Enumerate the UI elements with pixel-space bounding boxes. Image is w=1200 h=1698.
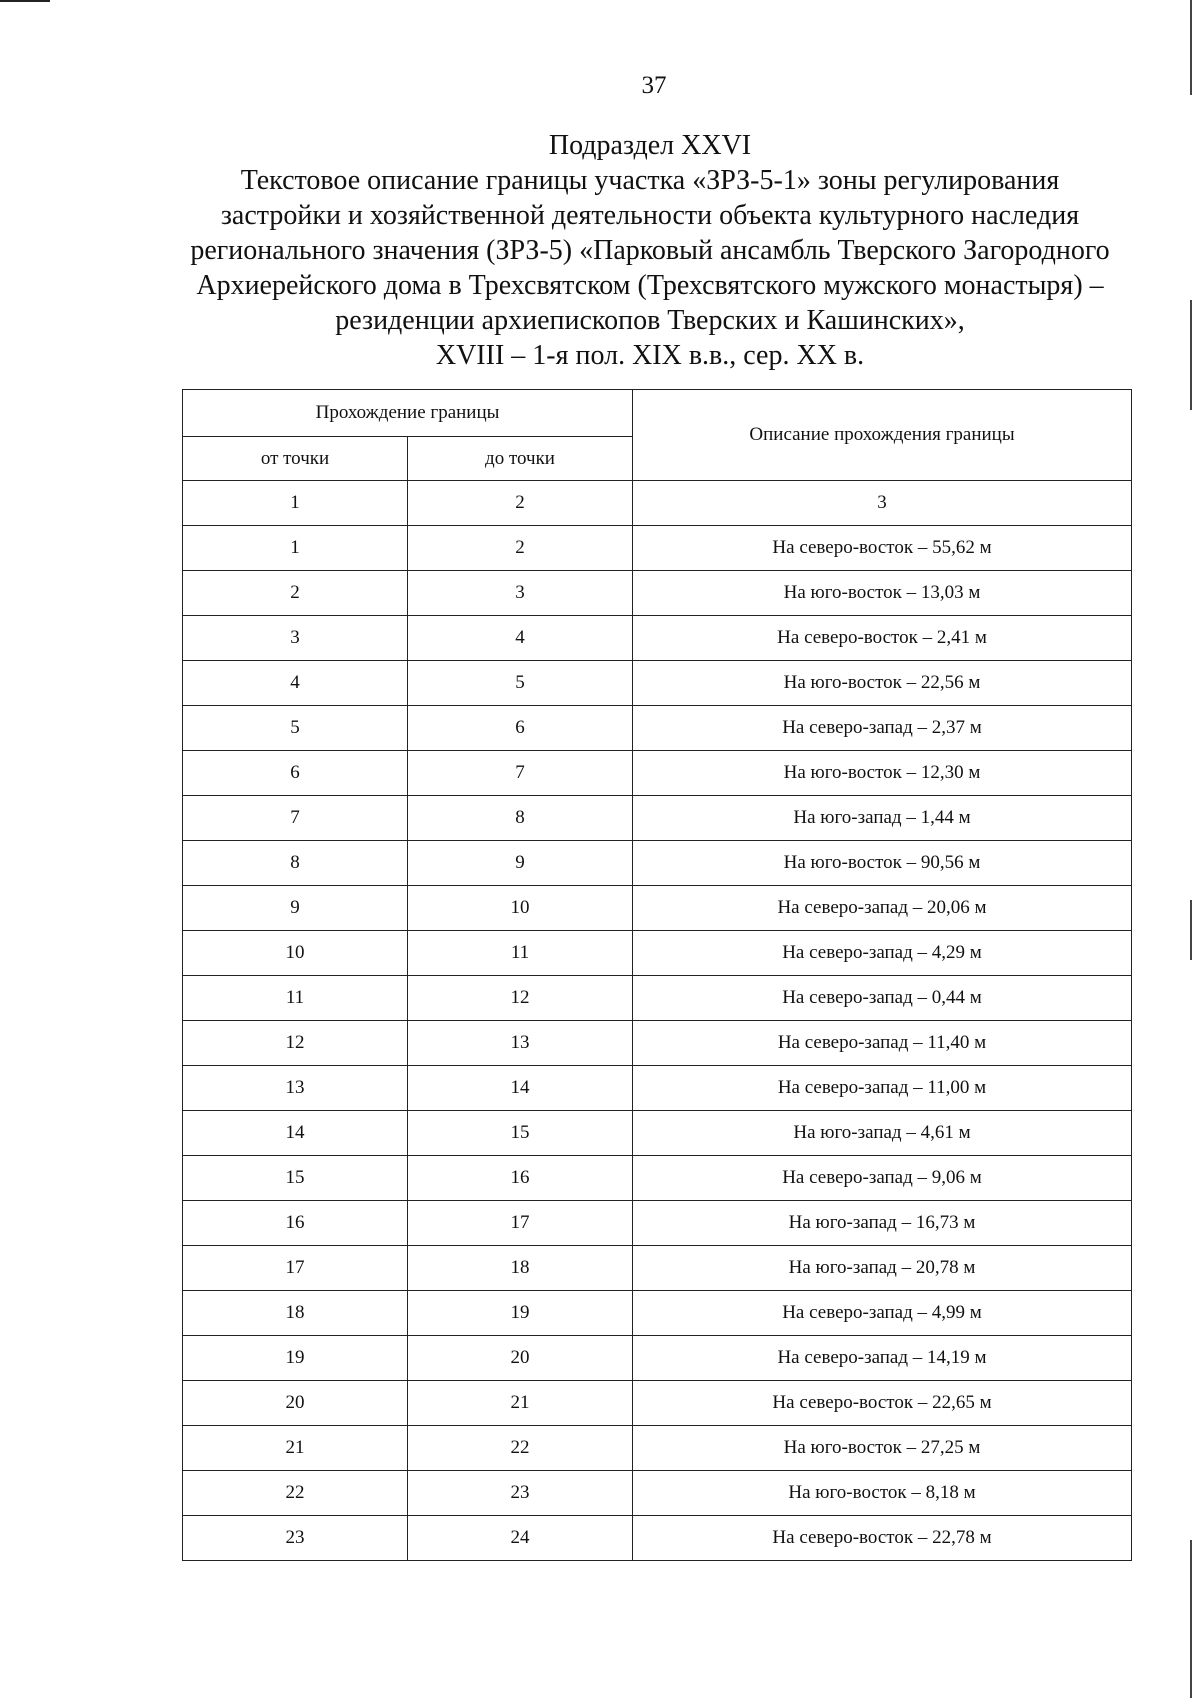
- to-point-cell: 22: [408, 1426, 633, 1471]
- heading-line: XVIII – 1-я пол. XIX в.в., сер. XX в.: [435, 340, 865, 371]
- from-point-cell: 2: [183, 571, 408, 616]
- description-cell: На северо-восток – 22,78 м: [633, 1516, 1132, 1561]
- from-point-cell: 10: [183, 931, 408, 976]
- from-point-cell: 23: [183, 1516, 408, 1561]
- description-cell: На юго-восток – 22,56 м: [633, 661, 1132, 706]
- to-point-cell: 23: [408, 1471, 633, 1516]
- table-row: [183, 1291, 1132, 1336]
- from-point-cell: 4: [183, 661, 408, 706]
- boundary-table: [182, 389, 1132, 1561]
- from-point-cell: 16: [183, 1201, 408, 1246]
- from-point-cell: 1: [183, 526, 408, 571]
- table-row: [183, 661, 1132, 706]
- to-point-cell: 18: [408, 1246, 633, 1291]
- table-row: [183, 616, 1132, 661]
- description-cell: На северо-запад – 11,00 м: [633, 1066, 1132, 1111]
- from-point-cell: 12: [183, 1021, 408, 1066]
- from-point-cell: 18: [183, 1291, 408, 1336]
- description-cell: На северо-запад – 0,44 м: [633, 976, 1132, 1021]
- description-cell: На северо-запад – 11,40 м: [633, 1021, 1132, 1066]
- from-point-cell: 20: [183, 1381, 408, 1426]
- table-row: [183, 1381, 1132, 1426]
- table-row: [183, 796, 1132, 841]
- scan-edge-mark: [1190, 300, 1192, 410]
- from-point-cell: 7: [183, 796, 408, 841]
- table-row: [183, 1246, 1132, 1291]
- from-point-cell: 9: [183, 886, 408, 931]
- description-cell: На юго-восток – 27,25 м: [633, 1426, 1132, 1471]
- table-row: [183, 751, 1132, 796]
- header-boundary-passage: Прохождение границы: [183, 390, 633, 437]
- description-cell: На северо-запад – 9,06 м: [633, 1156, 1132, 1201]
- description-cell: На юго-запад – 20,78 м: [633, 1246, 1132, 1291]
- header-description: Описание прохождения границы: [633, 390, 1132, 481]
- to-point-cell: 4: [408, 616, 633, 661]
- description-cell: На юго-восток – 12,30 м: [633, 751, 1132, 796]
- description-cell: На юго-восток – 8,18 м: [633, 1471, 1132, 1516]
- to-point-cell: 2: [408, 526, 633, 571]
- description-cell: На юго-восток – 13,03 м: [633, 571, 1132, 616]
- table-row: [183, 931, 1132, 976]
- table-row: [183, 841, 1132, 886]
- table-row: [183, 1066, 1132, 1111]
- to-point-cell: 17: [408, 1201, 633, 1246]
- from-point-cell: 22: [183, 1471, 408, 1516]
- heading-line: регионального значения (ЗРЗ-5) «Парковый ансамбль Тверского Загородного: [190, 235, 1110, 266]
- description-cell: На юго-восток – 90,56 м: [633, 841, 1132, 886]
- description-cell: На юго-запад – 16,73 м: [633, 1201, 1132, 1246]
- to-point-cell: 10: [408, 886, 633, 931]
- to-point-cell: 12: [408, 976, 633, 1021]
- to-point-cell: 13: [408, 1021, 633, 1066]
- from-point-cell: 5: [183, 706, 408, 751]
- scan-edge-mark: [0, 0, 50, 2]
- description-cell: На юго-запад – 4,61 м: [633, 1111, 1132, 1156]
- table-row: [183, 1471, 1132, 1516]
- from-point-cell: 3: [183, 616, 408, 661]
- to-point-cell: 3: [408, 571, 633, 616]
- description-cell: На северо-запад – 4,29 м: [633, 931, 1132, 976]
- table-row: [183, 571, 1132, 616]
- from-point-cell: 8: [183, 841, 408, 886]
- scan-edge-mark: [1190, 900, 1192, 960]
- to-point-cell: 20: [408, 1336, 633, 1381]
- description-cell: На северо-запад – 20,06 м: [633, 886, 1132, 931]
- subsection-title: Подраздел XXVI: [548, 130, 752, 161]
- to-point-cell: 14: [408, 1066, 633, 1111]
- description-cell: На северо-восток – 2,41 м: [633, 616, 1132, 661]
- to-point-cell: 11: [408, 931, 633, 976]
- to-point-cell: 21: [408, 1381, 633, 1426]
- to-point-cell: 5: [408, 661, 633, 706]
- table-row: [183, 976, 1132, 1021]
- to-point-cell: 16: [408, 1156, 633, 1201]
- table-row: [183, 1516, 1132, 1561]
- table-row: [183, 1111, 1132, 1156]
- heading-line: Архиерейского дома в Трехсвятском (Трехсвятского мужского монастыря) –: [196, 270, 1104, 301]
- to-point-cell: 9: [408, 841, 633, 886]
- heading-line: Текстовое описание границы участка «ЗРЗ-5-1» зоны регулирования: [240, 165, 1060, 196]
- description-cell: На северо-восток – 22,65 м: [633, 1381, 1132, 1426]
- table-row: [183, 706, 1132, 751]
- from-point-cell: 15: [183, 1156, 408, 1201]
- to-point-cell: 24: [408, 1516, 633, 1561]
- table-row: [183, 1201, 1132, 1246]
- to-point-cell: 15: [408, 1111, 633, 1156]
- scan-edge-mark: [1190, 1540, 1192, 1698]
- from-point-cell: 11: [183, 976, 408, 1021]
- heading-line: резиденции архиепископов Тверских и Кашинских»,: [335, 305, 965, 336]
- table-row: [183, 1156, 1132, 1201]
- to-point-cell: 19: [408, 1291, 633, 1336]
- to-point-cell: 8: [408, 796, 633, 841]
- description-cell: На северо-восток – 55,62 м: [633, 526, 1132, 571]
- to-point-cell: 6: [408, 706, 633, 751]
- header-from-point: от точки: [183, 437, 408, 481]
- from-point-cell: 13: [183, 1066, 408, 1111]
- table-row: [183, 1021, 1132, 1066]
- from-point-cell: 14: [183, 1111, 408, 1156]
- from-point-cell: 21: [183, 1426, 408, 1471]
- heading-line: застройки и хозяйственной деятельности объекта культурного наследия: [220, 200, 1080, 231]
- column-number: 3: [633, 481, 1132, 526]
- description-cell: На северо-запад – 4,99 м: [633, 1291, 1132, 1336]
- from-point-cell: 6: [183, 751, 408, 796]
- header-to-point: до точки: [408, 437, 633, 481]
- table-row: [183, 1336, 1132, 1381]
- to-point-cell: 7: [408, 751, 633, 796]
- from-point-cell: 19: [183, 1336, 408, 1381]
- description-cell: На юго-запад – 1,44 м: [633, 796, 1132, 841]
- document-heading: [160, 128, 1140, 373]
- description-cell: На северо-запад – 2,37 м: [633, 706, 1132, 751]
- table-row: [183, 886, 1132, 931]
- page-number: 37: [641, 72, 667, 99]
- table-row: [183, 526, 1132, 571]
- column-number: 1: [183, 481, 408, 526]
- column-number: 2: [408, 481, 633, 526]
- table-row: [183, 1426, 1132, 1471]
- from-point-cell: 17: [183, 1246, 408, 1291]
- description-cell: На северо-запад – 14,19 м: [633, 1336, 1132, 1381]
